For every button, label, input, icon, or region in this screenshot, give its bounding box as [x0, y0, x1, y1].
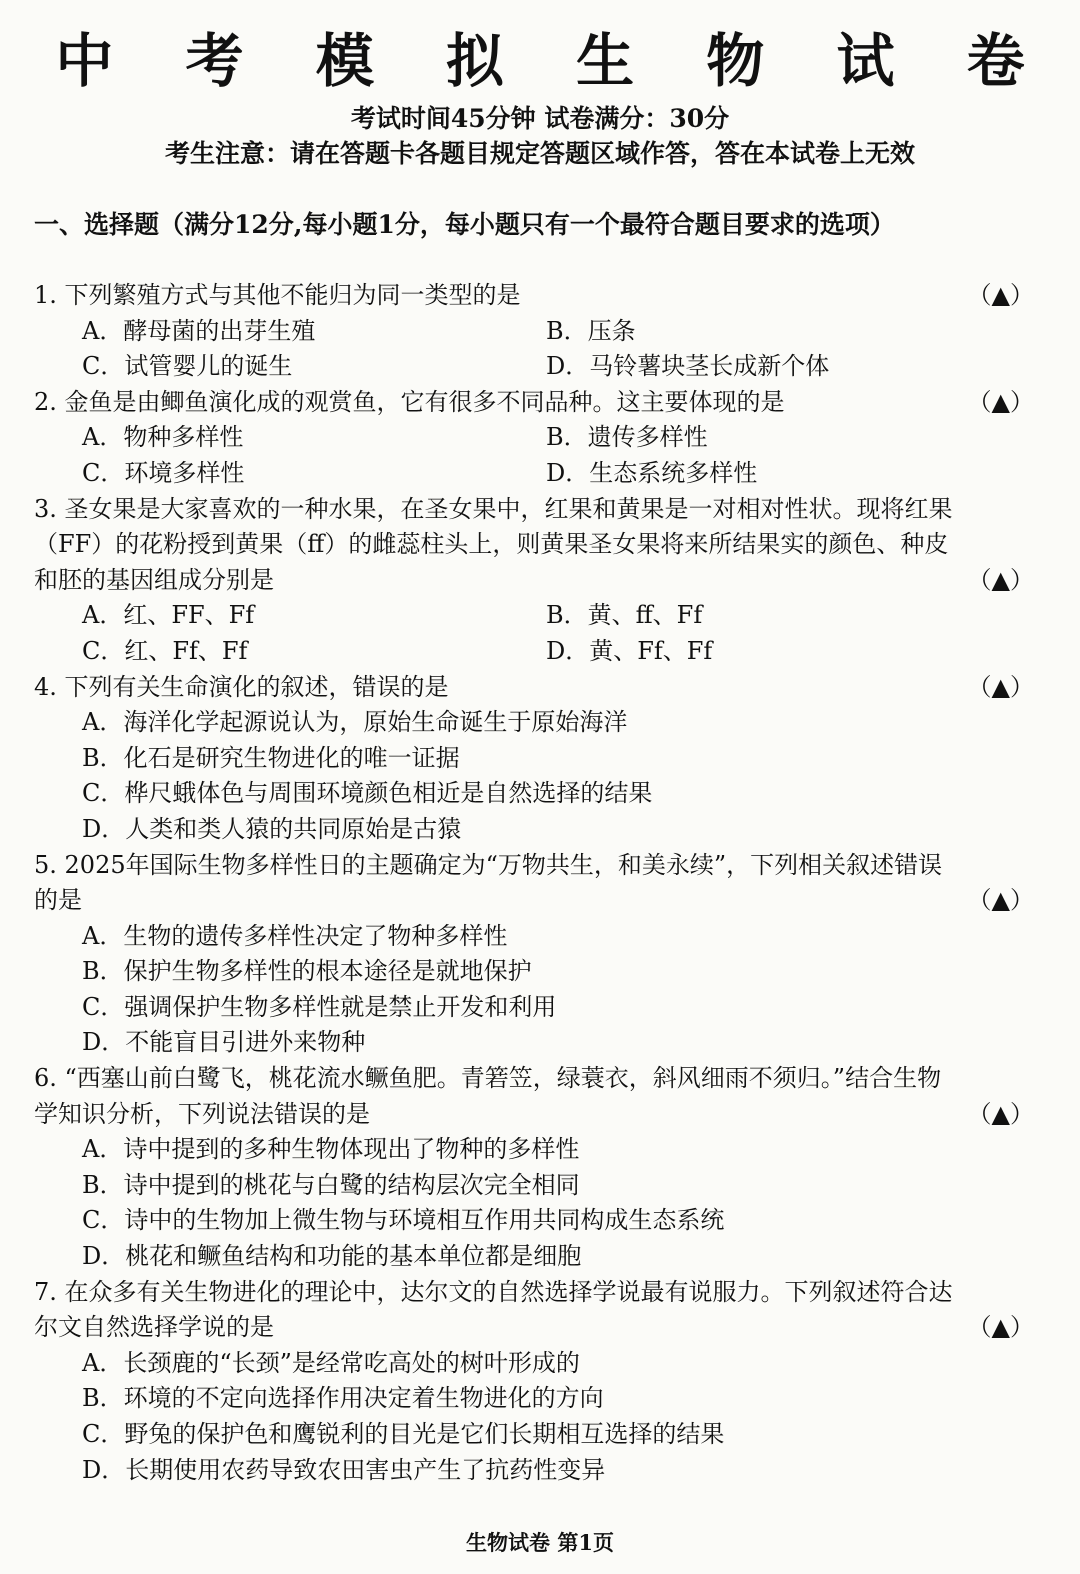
answer-mark: （▲） [967, 1099, 1034, 1128]
option-b: B．诗中提到的桃花与白鹭的结构层次完全相同 [82, 1170, 580, 1199]
exam-info: 考试时间45分钟 试卷满分：30分 [350, 104, 730, 133]
option-b: B．黄、ff、Ff [546, 601, 703, 630]
option-b: B．压条 [546, 316, 636, 345]
option-a: A．诗中提到的多种生物体现出了物种的多样性 [82, 1135, 580, 1164]
page-footer: 生物试卷 第1页 [466, 1530, 614, 1555]
answer-mark: （▲） [967, 1313, 1034, 1342]
question-1-stem: 1. 下列繁殖方式与其他不能归为同一类型的是 （▲） [34, 278, 1034, 314]
option-a: A．生物的遗传多样性决定了物种多样性 [82, 921, 508, 950]
question-1-options-row-1 [34, 314, 1034, 350]
answer-mark: （▲） [967, 281, 1034, 309]
option-b: B．遗传多样性 [546, 423, 708, 452]
question-3-options-row-1 [34, 598, 1034, 634]
page-title: 中 考 模 拟 生 物 试 卷 [55, 27, 1051, 95]
option-c: C．红、Ff、Ff [82, 636, 248, 665]
option-d: D．生态系统多样性 [546, 458, 758, 487]
question-2-options-row-2 [34, 456, 1034, 492]
option-a: A．酵母菌的出芽生殖 [82, 316, 316, 345]
question-2-options-row-1 [34, 420, 1034, 456]
option-d: D．人类和类人猿的共同原始是古猿 [82, 814, 462, 843]
option-b: B．环境的不定向选择作用决定着生物进化的方向 [82, 1384, 604, 1413]
option-d: D．长期使用农药导致农田害虫产生了抗药性变异 [82, 1455, 606, 1484]
question-7-stem-line-2: 尔文自然选择学说的是 （▲） [34, 1310, 1034, 1346]
option-d: D．桃花和鳜鱼结构和功能的基本单位都是细胞 [82, 1242, 582, 1271]
answer-mark: （▲） [967, 886, 1034, 915]
option-c: C．强调保护生物多样性就是禁止开发和利用 [82, 992, 557, 1021]
option-b: B．保护生物多样性的根本途径是就地保护 [82, 957, 532, 986]
option-c: C．诗中的生物加上微生物与环境相互作用共同构成生态系统 [82, 1206, 725, 1235]
question-3-stem-line-2: （FF）的花粉授到黄果（ff）的雌蕊柱头上，则黄果圣女果将来所结果实的颜色、种皮 [34, 530, 949, 559]
option-b: B．化石是研究生物进化的唯一证据 [82, 743, 460, 772]
option-d: D．不能盲目引进外来物种 [82, 1028, 366, 1057]
option-a: A．长颈鹿的“长颈”是经常吃高处的树叶形成的 [82, 1348, 580, 1377]
section-heading: 一、选择题（满分12分,每小题1分，每小题只有一个最符合题目要求的选项） [34, 210, 895, 239]
option-c: C．野兔的保护色和鹰锐利的目光是它们长期相互选择的结果 [82, 1420, 725, 1448]
question-3-stem-line-1: 3. 圣女果是大家喜欢的一种水果，在圣女果中，红果和黄果是一对相对性状。现将红果 [34, 494, 953, 523]
question-list [34, 278, 1034, 1488]
option-d: D．黄、Ff、Ff [546, 636, 713, 665]
question-2-stem: 2. 金鱼是由鲫鱼演化成的观赏鱼，它有很多不同品种。这主要体现的是 （▲） [34, 385, 1034, 421]
answer-mark: （▲） [967, 672, 1034, 701]
question-7-stem-line-1: 7. 在众多有关生物进化的理论中，达尔文的自然选择学说最有说服力。下列叙述符合达 [34, 1277, 953, 1306]
answer-mark: （▲） [967, 387, 1034, 416]
option-a: A．海洋化学起源说认为，原始生命诞生于原始海洋 [82, 708, 628, 737]
question-5-stem-line-1: 5. 2025年国际生物多样性日的主题确定为“万物共生，和美永续”，下列相关叙述错误 [34, 850, 943, 879]
option-c: C．桦尺蛾体色与周围环境颜色相近是自然选择的结果 [82, 779, 653, 808]
option-a: A．物种多样性 [82, 423, 244, 452]
option-a: A．红、FF、Ff [82, 601, 255, 630]
question-6-stem-line-1: 6. “西塞山前白鹭飞，桃花流水鳜鱼肥。青箬笠，绿蓑衣，斜风细雨不须归。”结合生物 [34, 1064, 942, 1093]
exam-notice: 考生注意：请在答题卡各题目规定答题区域作答，答在本试卷上无效 [164, 139, 915, 168]
question-1-options-row-2 [34, 349, 1034, 385]
question-3-options-row-2 [34, 634, 1034, 670]
option-c: C．环境多样性 [82, 458, 245, 487]
question-3-stem-line-3: 和胚的基因组成分别是 （▲） [34, 563, 1034, 599]
question-6-stem-line-2: 学知识分析，下列说法错误的是 （▲） [34, 1097, 1034, 1133]
question-5-stem-line-2: 的是 （▲） [34, 883, 1034, 919]
option-d: D．马铃薯块茎长成新个体 [546, 352, 830, 381]
question-4-stem: 4. 下列有关生命演化的叙述，错误的是 （▲） [34, 670, 1034, 706]
answer-mark: （▲） [967, 565, 1034, 594]
option-c: C．试管婴儿的诞生 [82, 352, 293, 381]
